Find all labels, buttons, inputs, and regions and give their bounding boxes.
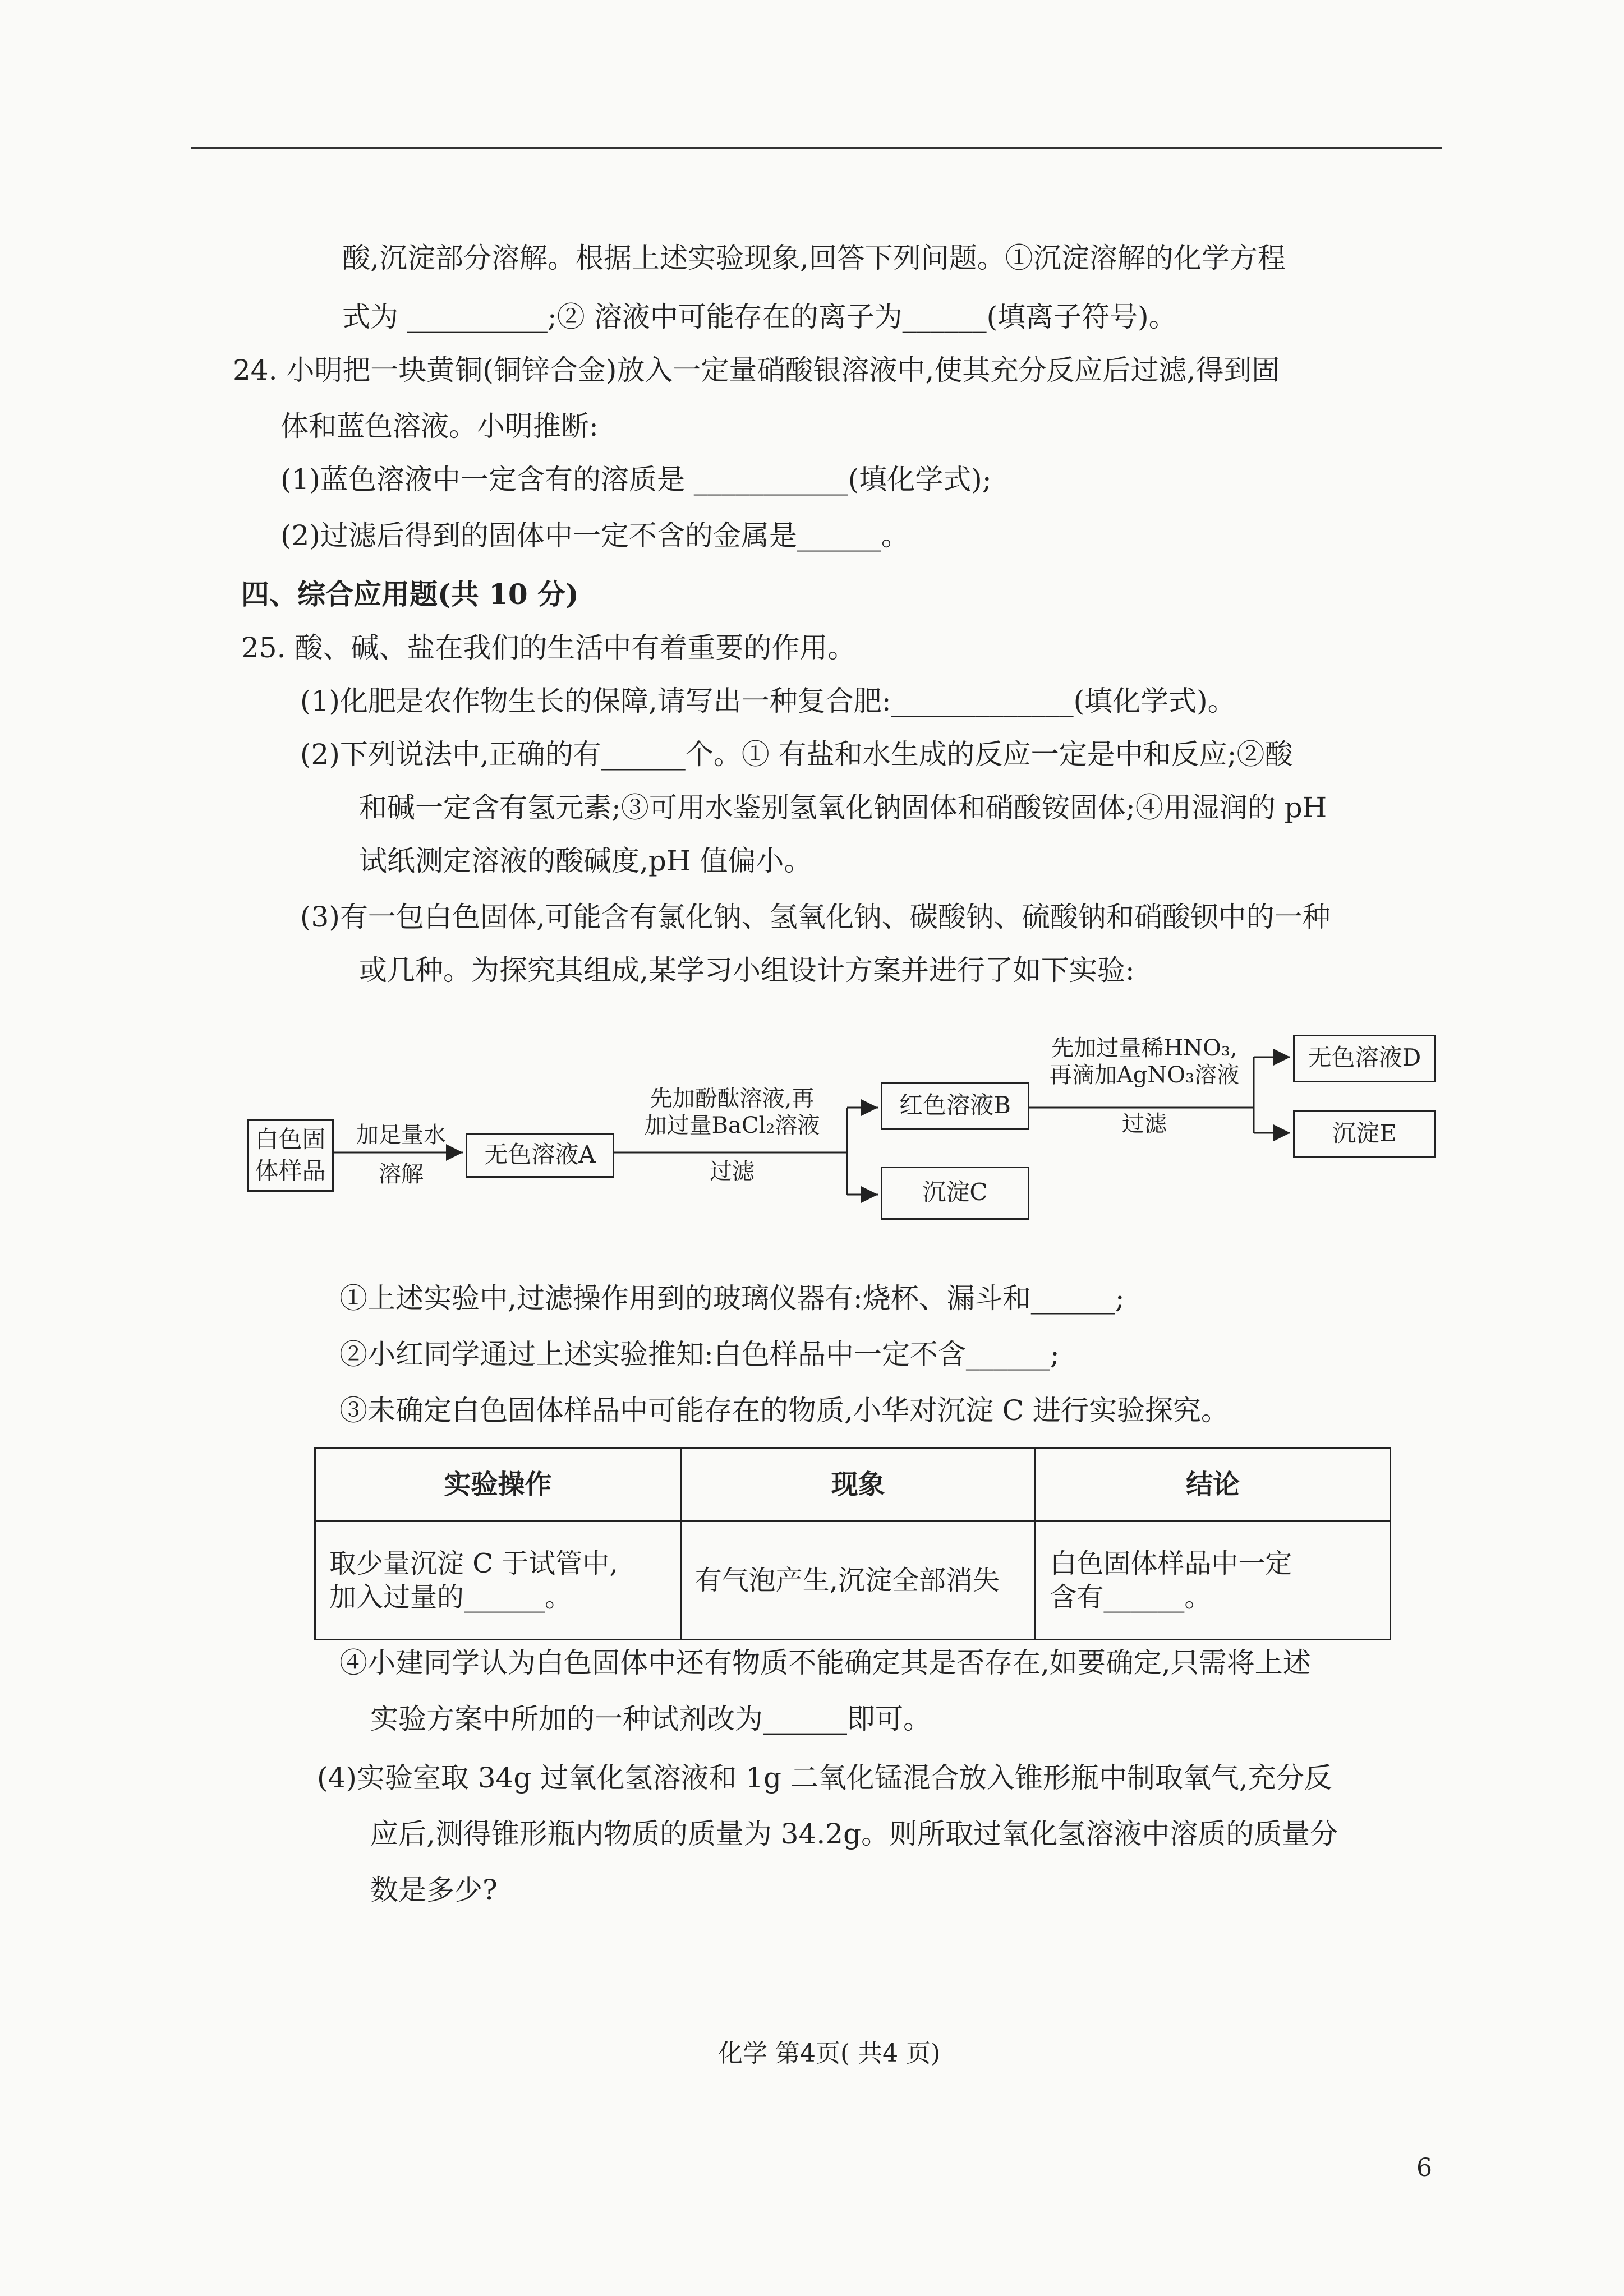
question-25-part-3-sub-2: ②小红同学通过上述实验推知:白色样品中一定不含______;	[339, 1338, 1060, 1371]
section-heading-4: 四、综合应用题(共 10 分)	[241, 578, 579, 611]
text-line-4: 体和蓝色溶液。小明推断:	[280, 410, 599, 442]
table-cell-phenomenon: 有气泡产生,沉淀全部消失	[680, 1522, 1036, 1640]
solution-b-box: 红色溶液B	[881, 1082, 1029, 1130]
text-line-2: 式为 __________;② 溶液中可能存在的离子为______(填离子符号)。	[342, 301, 1177, 333]
precipitate-c-box: 沉淀C	[881, 1167, 1029, 1220]
question-25-part-3-sub-1: ①上述实验中,过滤操作用到的玻璃仪器有:烧杯、漏斗和______;	[339, 1282, 1125, 1315]
question-24: 24. 小明把一块黄铜(铜锌合金)放入一定量硝酸银溶液中,使其充分反应后过滤,得到固	[233, 354, 1280, 386]
table-header-operation: 实验操作	[315, 1448, 681, 1522]
table-row	[315, 1522, 1391, 1640]
text-line-21: 应后,测得锥形瓶内物质的质量为 34.2g。则所取过氧化氢溶液中溶质的质量分	[370, 1818, 1338, 1850]
solution-d-box: 无色溶液D	[1293, 1035, 1436, 1082]
text-line-1: 酸,沉淀部分溶解。根据上述实验现象,回答下列问题。①沉淀溶解的化学方程	[342, 242, 1286, 274]
question-25-part-1: (1)化肥是农作物生长的保障,请写出一种复合肥:_____________(填化学式)。	[300, 685, 1236, 717]
table-header-phenomenon: 现象	[680, 1448, 1036, 1522]
sample-box: 白色固 体样品	[247, 1119, 334, 1192]
page-number: 6	[1416, 2154, 1432, 2182]
step3-condition-top: 先加过量稀HNO₃, 再滴加AgNO₃溶液	[1049, 1035, 1240, 1088]
question-25-part-3-sub-4: ④小建同学认为白色固体中还有物质不能确定其是否存在,如要确定,只需将上述	[339, 1647, 1311, 1679]
text-line-12: 试纸测定溶液的酸碱度,pH 值偏小。	[359, 845, 812, 877]
text-line-19: 实验方案中所加的一种试剂改为______即可。	[370, 1703, 931, 1735]
question-25-part-3-sub-3: ③未确定白色固体样品中可能存在的物质,小华对沉淀 C 进行实验探究。	[339, 1394, 1229, 1427]
step3-condition-bottom: 过滤	[1122, 1111, 1167, 1137]
solution-a-box: 无色溶液A	[466, 1133, 614, 1178]
table-header-conclusion: 结论	[1036, 1448, 1391, 1522]
text-line-22: 数是多少?	[370, 1874, 498, 1906]
step1-condition-top: 加足量水	[356, 1122, 446, 1148]
question-24-part-1: (1)蓝色溶液中一定含有的溶质是 ___________(填化学式);	[280, 463, 992, 496]
question-25-part-4: (4)实验室取 34g 过氧化氢溶液和 1g 二氧化锰混合放入锥形瓶中制取氧气,充分反	[317, 1762, 1332, 1794]
question-24-part-2: (2)过滤后得到的固体中一定不含的金属是______。	[280, 519, 909, 552]
precipitate-e-box: 沉淀E	[1293, 1110, 1436, 1158]
table-cell-conclusion: 白色固体样品中一定 含有______。	[1036, 1522, 1391, 1640]
step1-condition-bottom: 溶解	[379, 1161, 424, 1187]
question-25-part-3: (3)有一包白色固体,可能含有氯化钠、氢氧化钠、碳酸钠、硫酸钠和硝酸钡中的一种	[300, 901, 1331, 933]
text-line-11: 和碱一定含有氢元素;③可用水鉴别氢氧化钠固体和硝酸铵固体;④用湿润的 pH	[359, 791, 1327, 824]
table-cell-operation: 取少量沉淀 C 于试管中, 加入过量的______。	[315, 1522, 681, 1640]
page-footer: 化学 第4页( 共4 页)	[718, 2039, 941, 2068]
step2-condition-top: 先加酚酞溶液,再 加过量BaCl₂溶液	[644, 1086, 820, 1138]
experiment-result-table	[314, 1447, 1391, 1640]
step2-condition-bottom: 过滤	[710, 1159, 755, 1184]
question-25-part-2: (2)下列说法中,正确的有______个。① 有盐和水生成的反应一定是中和反应;②酸	[300, 738, 1293, 771]
question-25: 25. 酸、碱、盐在我们的生活中有着重要的作用。	[241, 631, 856, 664]
table-header-row	[315, 1448, 1391, 1522]
text-line-14: 或几种。为探究其组成,某学习小组设计方案并进行了如下实验:	[359, 954, 1135, 986]
